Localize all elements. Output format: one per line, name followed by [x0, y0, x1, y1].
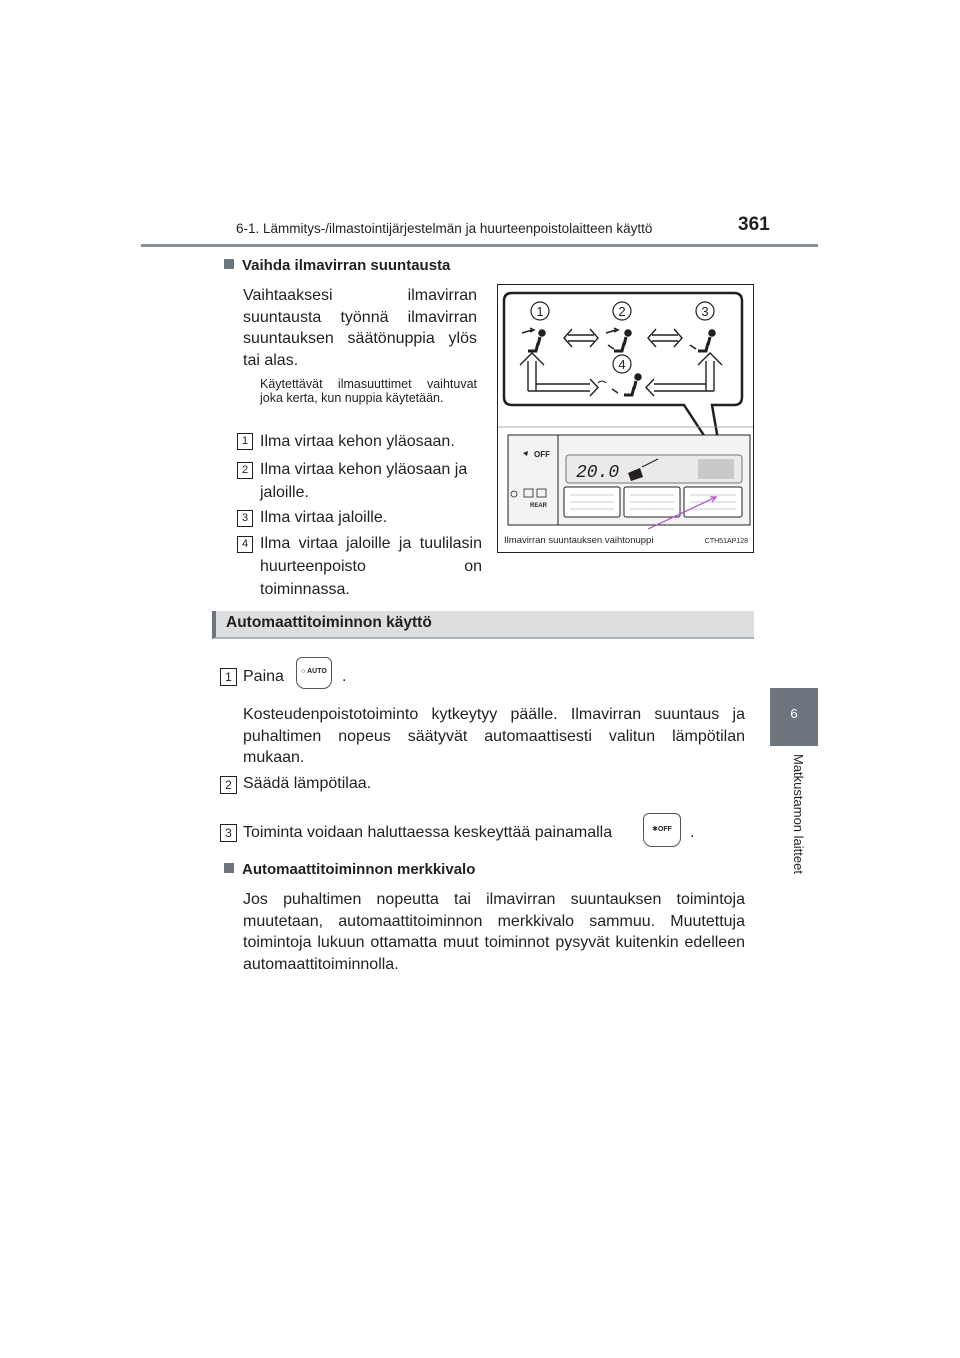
panel-rear-label: REAR	[530, 503, 548, 509]
step-1-detail: Kosteudenpoistotoiminto kytkeytyy päälle. Ilmavirran suuntaus ja puhaltimen nopeus säätyvät automaattisesti valitun lämpötilan mukaan.	[243, 706, 745, 766]
panel-off-label: OFF	[534, 450, 550, 459]
airflow-figure	[497, 284, 754, 553]
section-title: Automaattitoiminnon käyttö	[226, 614, 432, 631]
callout-num-2: 2	[618, 304, 626, 319]
airflow-illustration	[498, 285, 753, 552]
square-bullet-icon	[224, 259, 234, 269]
airflow-item-1: Ilma virtaa kehon yläosaan.	[260, 433, 455, 450]
item-number-4: 4	[237, 536, 253, 553]
airflow-heading-text: Vaihda ilmavirran suuntausta	[242, 257, 451, 274]
climate-panel	[498, 427, 753, 525]
item-number-3: 3	[237, 510, 253, 527]
indicator-heading	[224, 861, 475, 878]
display-temperature: 20.0	[576, 463, 620, 483]
square-bullet-icon	[224, 863, 234, 873]
item-number-1: 1	[237, 433, 253, 450]
figure-code: CTH51AP128	[704, 538, 748, 545]
chapter-tab: 6	[770, 688, 818, 746]
indicator-heading-text: Automaattitoiminnon merkkivalo	[242, 861, 476, 878]
step-number-1: 1	[220, 668, 237, 686]
step-3-text: Toiminta voidaan haluttaessa keskeyttää painamalla	[243, 824, 613, 841]
airflow-item-4: Ilma virtaa jaloille ja tuulilasin huurteenpoisto on toiminnassa.	[260, 535, 482, 598]
step-1-line	[243, 666, 284, 688]
step-2-text: Säädä lämpötilaa.	[243, 775, 372, 792]
off-button-text: OFF	[657, 826, 672, 833]
item-number-2: 2	[237, 462, 253, 479]
section-header	[212, 611, 754, 639]
airflow-note: Käytettävät ilmasuuttimet vaihtuvat joka kerta, kun nuppia käytetään.	[260, 377, 477, 405]
auto-button-text: AUTO	[307, 668, 327, 675]
running-header: 6-1. Lämmitys-/ilmastointijärjestelmän ja huurteenpoistolaitteen käyttö	[236, 221, 653, 236]
airflow-heading	[224, 257, 450, 274]
auto-button-icon	[296, 657, 332, 689]
step-1-period: .	[342, 668, 347, 685]
airflow-intro: Vaihtaaksesi ilmavirran suuntausta työnnä ilmavirran suuntauksen säätönuppia ylös tai alas.	[243, 287, 477, 369]
callout-num-3: 3	[701, 304, 709, 319]
step-number-2: 2	[220, 776, 237, 794]
step-3-period: .	[690, 824, 695, 841]
step-number-3: 3	[220, 824, 237, 842]
callout-num-1: 1	[536, 304, 544, 319]
header-rule	[141, 244, 818, 247]
callout-num-4: 4	[618, 357, 626, 372]
airflow-item-3: Ilma virtaa jaloille.	[260, 509, 388, 526]
chapter-label: Matkustamon laitteet	[791, 754, 806, 874]
step-1-text: Paina	[243, 668, 284, 685]
figure-caption: Ilmavirran suuntauksen vaihtonuppi	[504, 535, 654, 546]
off-button-icon	[643, 813, 681, 847]
airflow-item-2: Ilma virtaa kehon yläosaan ja jaloille.	[260, 461, 468, 501]
auto-button-label: ○ AUTO	[301, 668, 327, 675]
off-button-label: ✱OFF	[652, 826, 672, 833]
page-number: 361	[738, 214, 770, 235]
indicator-text: Jos puhaltimen nopeutta tai ilmavirran suuntauksen toimintoja muutetaan, automaattitoiminnon merkkivalo sammuu. Muutettuja toimintoja lukuun ottamatta muut toiminnot pysyvät kuitenkin edelleen automaattitoiminnolla.	[243, 891, 745, 973]
